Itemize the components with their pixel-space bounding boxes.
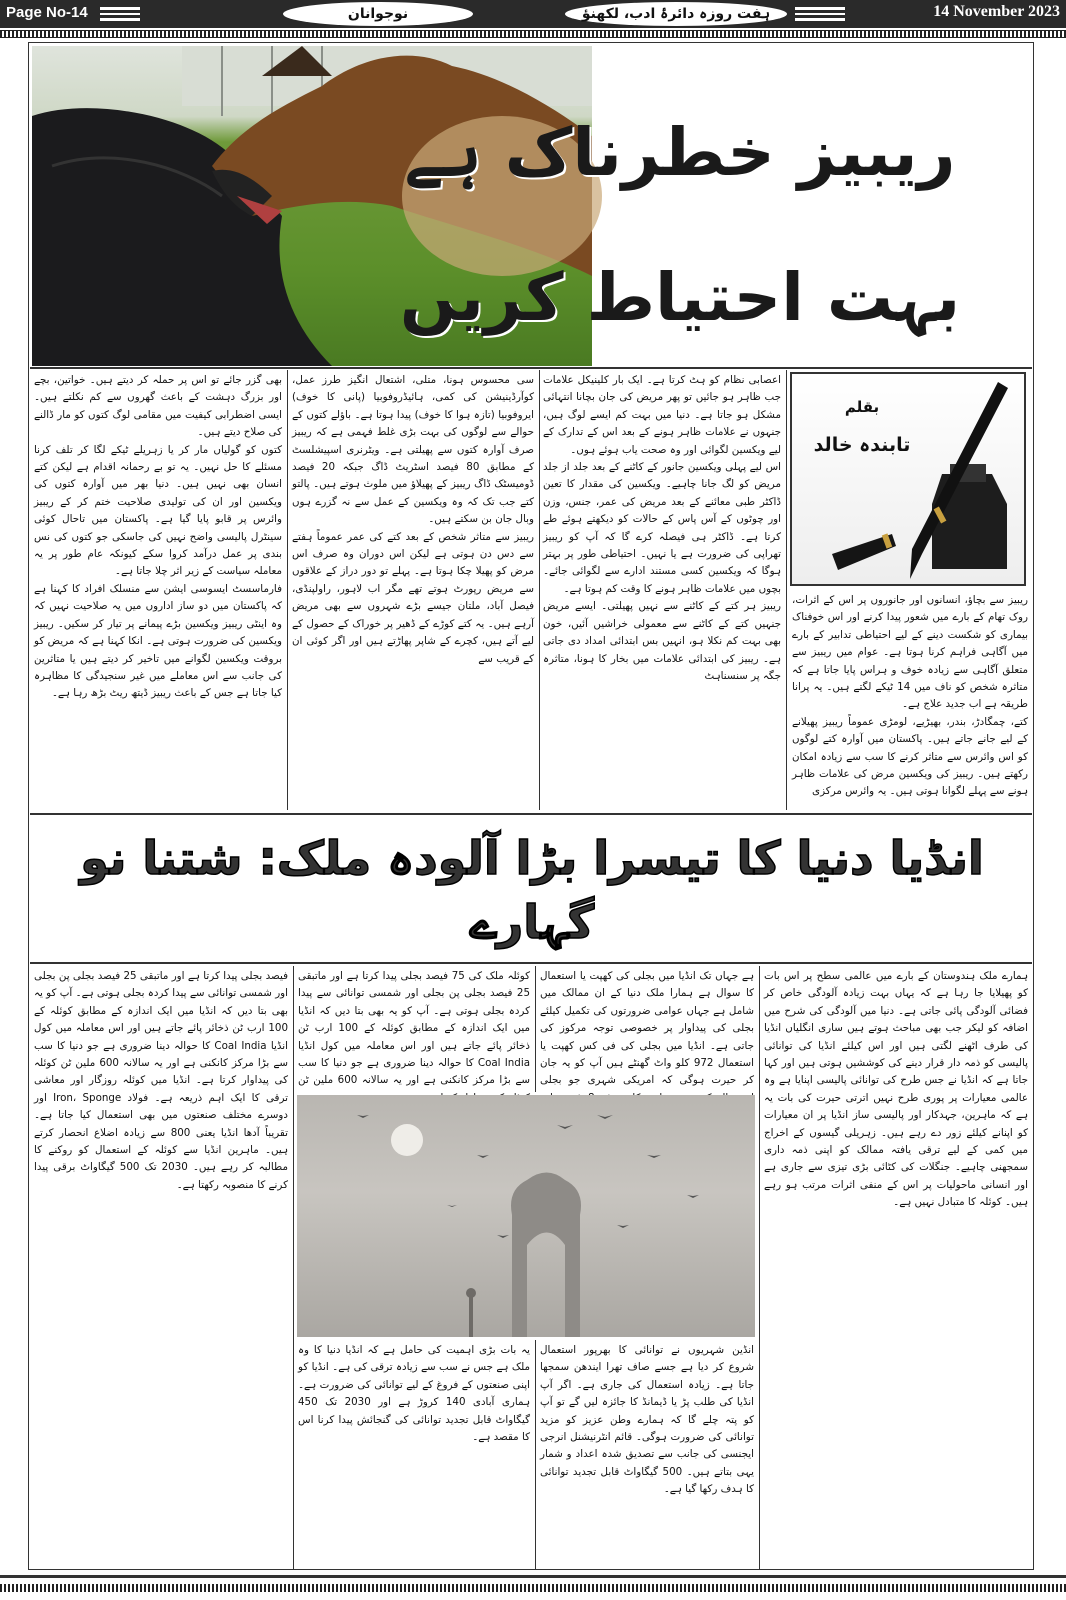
paragraph: اس لیے پہلی ویکسین جانور کے کاٹنے کے بعد جلد از جلد مریض کو لگ جانا چاہیے۔ ویکسین کی مقدار کا تعین ڈاکٹر طبی معائنے کے بعد مریض کی عمر، جنس، وزن اور چوٹوں کے آس پاس کے حالات کو دیکھتے ہوئے طے کرتا ہے۔ ڈاکٹر ہی فیصلہ کرے گا کہ آپ کو ریبیز تھراپی کی ضرورت ہے یا نہیں۔ احتیاطی طور پر بہتر ہوگا کہ ویکسین کسی مستند ادارے سے لگوائی جائے۔ بچوں میں علامات ظاہر ہونے کا وقت کم ہوتا ہے۔ bbox=[543, 461, 781, 595]
column-rule bbox=[293, 966, 294, 1570]
paragraph: فیصد بجلی پیدا کرتا ہے اور ماتبقی 25 فیصد بجلی پن بجلی اور شمسی توانائی سے پیدا کردہ بجلی ہوتی ہے۔ آپ کو یہ بھی بتا دیں کہ انڈیا میں ایک اندازہ کے مطابق کوئلہ کے 100 ارب ٹن ذخائر پائے جاتے ہیں اور اس معاملہ میں کول انڈیا Coal India کا حوالہ دینا ضروری ہے جو دنیا کا سب سے بڑا مرکز کانکنی ہے اور یہ سالانہ 600 ملین ٹن کوئلہ کی پیداوار کرتا ہے۔ انڈیا میں کوئلہ روزگار اور معاشی ترقی کا ایک اہم ذریعہ ہے۔ فولاد Iron، Sponge اور دوسرے مختلف صنعتوں میں بھی استعمال کیا جاتا ہے۔ تقریباً آدھا انڈیا یعنی 800 سے زیادہ اضلاع انحصار کرتے ہیں۔ ماہرین انڈیا سے کوئلہ کے استعمال کو روکنے کا مطالبہ کر رہے ہیں۔ 2030 تک 500 گیگاواٹ برقی پیدا کرنے کا منصوبہ رکھتا ہے۔ bbox=[34, 970, 288, 1191]
byline-prefix: بقلم bbox=[844, 398, 880, 416]
paragraph: ریبیز ہر کتے کے کاٹنے سے نہیں پھیلتی۔ ایسے مریض جنہیں کتے کے کاٹنے سے معمولی خراشیں آئیں، خون بھی بہت کم نکلا ہو، انہیں بس ابتدائی امداد دی جاتی ہے۔ ریبیز کی ابتدائی علامات میں بخار کا ہونا، متاثرہ جگہ پر سنسناہٹ bbox=[543, 600, 781, 682]
paragraph: سی محسوس ہونا، متلی، اشتعال انگیز طرز عمل، کوآرڈینیشن کی کمی، ہائیڈروفوبیا (پانی کا خوف) ایروفوبیا (تازہ ہوا کا خوف) پیدا ہوتا ہے۔ باؤلے کتوں کے حوالے سے لوگوں کی بہت بڑی غلط فہمی ہے کہ ریبیز صرف آوارہ کتوں سے پھیلتی ہے۔ ویٹرنری اسپیشلسٹ کے مطابق 80 فیصد اسٹریٹ ڈاگ جبکہ 20 فیصد ڈومیسٹک ڈاگ ریبیز کے پھیلاؤ میں ملوث ہوتے ہیں۔ پالتو کتے جب تک کہ وہ ویکسین کے عمل سے نہ گزرے ہوں وبال جان بن سکتے ہیں۔ bbox=[292, 374, 534, 526]
author-pen-image bbox=[790, 372, 1026, 586]
paragraph: ہے جہاں تک انڈیا میں بجلی کی کھپت یا استعمال کا سوال ہے ہمارا ملک دنیا کے ان ممالک میں شامل ہے جہاں عوامی ضرورتوں کی تکمیل کیلئے بجلی کی پیداوار پر خصوصی توجہ مرکوز کی جاتی ہے۔ انڈیا میں بجلی کی فی کس کھپت یا استعمال 972 کلو واٹ گھنٹے ہیں آپ کو یہ جان کر حیرت ہوگی کہ امریکی شہری جو بجلی bbox=[540, 970, 754, 1087]
bottom-border bbox=[0, 1575, 1066, 1600]
paragraph: اعصابی نظام کو ہٹ کرتا ہے۔ ایک بار کلینیکل علامات جب ظاہر ہو جائیں تو پھر مریض کی جان بچانا انتہائی مشکل ہو جاتا ہے۔ دنیا میں بہت کم ایسے لوگ ہیں، جنہوں نے علامات ظاہر ہونے کے بعد اس کے تدارک کے لیے ویکسین لگوائی اور وہ صحت یاب ہوئے ہوں۔ bbox=[543, 374, 781, 456]
issue-date: 14 November 2023 bbox=[933, 3, 1060, 20]
paragraph: بھی گزر جائے تو اس پر حملہ کر دیتے ہیں۔ خواتین، بچے اور بزرگ دہشت کے باعث گھروں سے کم نکلتے ہیں۔ ایسی اضطرابی کیفیت میں مقامی لوگ کتوں کو مار ڈالنے کی صلاح دیتے ہیں۔ bbox=[34, 374, 282, 439]
headline-line-1: ریبیز خطرناک ہے bbox=[404, 114, 956, 191]
section-title: نوجوانان bbox=[283, 2, 473, 26]
paragraph: یہ بات بڑی اہمیت کی حامل ہے کہ انڈیا دنیا کا وہ ملک ہے جس نے سب سے زیادہ ترقی کی ہے۔ انڈیا کو اپنی صنعتوں کے فروغ کے لیے توانائی کی ضرورت ہے۔ ہماری آبادی 140 کروڑ ہے اور 2030 تک 450 گیگاواٹ قابل تجدید توانائی کی گنجائش پیدا کرنا اس کا مقصد ہے۔ bbox=[298, 1344, 530, 1444]
article2-column-4 bbox=[34, 968, 288, 1568]
headline-line-2: بہت احتیاط کریں bbox=[399, 259, 961, 336]
article2-column-3-bottom bbox=[298, 1342, 530, 1568]
article2-column-1 bbox=[764, 968, 1028, 1568]
divider bbox=[30, 813, 1032, 815]
article2-headline: انڈیا دنیا کا تیسرا بڑا آلودہ ملک: شتنا نو گہارے bbox=[80, 831, 984, 949]
paragraph: انڈین شہریوں نے توانائی کا بھرپور استعمال شروع کر دیا ہے جسے صاف تھرا ایندھن سمجھا جاتا ہے۔ زیادہ استعمال کی جاری ہے۔ اگر آپ انڈیا کی طلب پڑ یا ڈیمانڈ کا جائزہ لیں گے تو آپ کو پتہ چلے گا کہ ہمارے وطن عزیز کو مزید توانائی کی ضرورت ہوگی۔ قائم انٹرنیشنل انرجی ایجنسی کی جانب سے تصدیق شدہ اعداد و شمار یہی بتاتے ہیں۔ 500 گیگاواٹ قابل تجدید توانائی کا ہدف رکھا گیا ہے۔ bbox=[540, 1344, 754, 1496]
column-rule bbox=[535, 966, 536, 1092]
decorative-lines bbox=[795, 7, 845, 21]
smog-india-gate-photo bbox=[297, 1095, 755, 1337]
article1-column-2 bbox=[543, 372, 781, 810]
article2-column-2-bottom bbox=[540, 1342, 754, 1568]
paragraph: کتوں کو گولیاں مار کر یا زہریلے ٹیکے لگا کر تلف کرنا مسئلے کا حل نہیں۔ یہ تو بے رحمانہ اقدام ہے لیکن کتے انسان بھی نہیں ہیں۔ دنیا بھر میں آوارہ کتوں کی ویکسین اور ان کی تولیدی صلاحیت ختم کر کے ریبیز وائرس پر قابو پایا گیا ہے۔ پاکستان میں تاحال کوئی سینٹرل پالیسی واضح نہیں کی جاسکی جو کتوں کی نس بندی پر عمل درآمد کروا سکے کیونکہ عام طور پر یہ معاملہ سیاست کے زیر اثر چلا جاتا ہے۔ bbox=[34, 443, 282, 578]
article2-column-2-top bbox=[540, 968, 754, 1090]
publication-name: ہفت روزہ دائرۂ ادب، لکھنؤ bbox=[565, 2, 787, 26]
article1-column-4 bbox=[34, 372, 282, 810]
article2-column-3-top bbox=[298, 968, 530, 1090]
column-rule bbox=[539, 370, 540, 810]
paragraph: فارماسسٹ ایسوسی ایشن سے منسلک افراد کا کہنا ہے کہ پاکستان میں دو ساز اداروں میں یہ صلاحیت نہیں کہ وہ اینٹی ریبیز ویکسین بڑے پیمانے پر تیار کر سکیں۔ ریبیز ویکسین کی ضرورت ہوتی ہے۔ انکا کہنا ہے کہ مریض کو بروقت ویکسین لگوانے میں تاخیر کر دیتے ہیں یا متاثرین کی جانب سے اس معاملے میں غیر سنجیدگی کا مظاہرہ کیا جاتا ہے جس کے باعث ریبیز ڈیتھ ریٹ بڑھ رہا ہے۔ bbox=[34, 582, 282, 700]
paragraph: ریبیز سے متاثر شخص کے بعد کتے کی عمر عموماً ہفتے سے دس دن ہوتی ہے لیکن اس دوران وہ صرف اس مرض کو پھیلا چکا ہوتا ہے۔ پہلے تو دور دراز کے علاقوں سے مریض رپورٹ ہوتے تھے مگر اب لاہور، راولپنڈی، فیصل آباد، ملتان جیسے بڑے شہروں سے بھی مریض آرہے ہیں۔ یہ کتے کوڑے کے ڈھیر پر خوراک کے حصول کے لیے آتے ہیں، کچرے کے شاپر پھاڑتے ہیں اور اگر کوئی ان کے قریب سے bbox=[292, 530, 534, 665]
article1-column-1 bbox=[792, 592, 1028, 810]
divider bbox=[30, 367, 1032, 369]
paragraph: کوئلہ ملک کی 75 فیصد بجلی پیدا کرتا ہے اور ماتبقی 25 فیصد بجلی پن بجلی اور شمسی توانائی سے پیدا کردہ بجلی ہوتی ہے۔ آپ کو یہ بھی بتا دیں کہ انڈیا میں ایک اندازہ کے مطابق کوئلہ کے 100 ارب ٹن ذخائر پائے جاتے ہیں اور اس معاملہ میں کول انڈیا Coal India کا حوالہ دینا ضروری ہے جو دنیا کا سب سے بڑا مرکز کانکنی ہے اور یہ سالانہ 600 ملین ٹن bbox=[298, 970, 530, 1087]
column-rule bbox=[287, 370, 288, 810]
article1-column-3 bbox=[292, 372, 534, 810]
author-name: تابندہ خالد bbox=[813, 434, 911, 456]
decorative-lines bbox=[100, 7, 140, 21]
page-number: Page No-14 bbox=[6, 4, 88, 21]
column-rule bbox=[535, 1340, 536, 1570]
divider bbox=[30, 962, 1032, 964]
dotted-divider bbox=[0, 30, 1066, 38]
masthead-bar bbox=[0, 0, 1066, 28]
column-rule bbox=[786, 370, 787, 810]
paragraph: ریبیز سے بچاؤ، انسانوں اور جانوروں پر اس کے اثرات، روک تھام کے بارے میں شعور پیدا کرنے اور اس خوفناک بیماری کو شکست دینے کے لیے احتیاطی تدابیر کے بارے میں آگاہی فراہم کرنا ہوتا ہے۔ عوام میں ریبیز سے متعلق آگاہی سے زیادہ خوف و ہراس پایا جاتا ہے کہ متاثرہ شخص کو ناف میں 14 ٹیکے لگتے ہیں۔ یہ پرانا طریقہ ہے اب جدید علاج ہے۔ bbox=[792, 594, 1028, 711]
paragraph: ہمارے ملک ہندوستان کے بارے میں عالمی سطح پر اس بات کو پھیلایا جا رہا ہے کہ یہاں بہت زیادہ آلودگی خاص کر فضائی آلودگی پائی جاتی ہے۔ دنیا میں آلودگی کی شرح میں اضافہ کو لیکر جب بھی مباحث ہوتے ہیں ساری انگلیاں انڈیا کی طرف اٹھنے لگتی ہیں اور اس کیلئے انڈیا کی توانائی پالیسی کو ذمہ دار قرار دینے کی کوششیں ہوتی ہیں اور کہا جاتا ہے کہ انڈیا نے جس طرح کی توانائی پالیسی اپنایا ہے وہ عالمی معیارات پر پوری طرح نہیں اترتی حیرت کی بات یہ ہے کہ ماہرین، جہدکار اور پالیسی ساز انڈیا پر ان معیارات کو اپنانے کیلئے زور دے رہے ہیں۔ زہریلی گیسوں کے اخراج میں کمی کے لیے ترقی یافتہ ممالک کو اپنی ذمہ داری سمجھنی چاہیے۔ جنگلات کی کٹائی بڑی تیزی سے جاری ہے اور انسانی ماحولیات پر اس کے منفی اثرات مرتب ہو رہے ہیں۔ کوئلہ کا متبادل نہیں ہے۔ bbox=[764, 970, 1028, 1209]
column-rule bbox=[759, 966, 760, 1570]
paragraph: کتے، چمگادڑ، بندر، بھیڑیے، لومڑی عموماً ریبیز پھیلانے کے لیے جانے جاتے ہیں۔ پاکستان میں آوارہ کتے لوگوں کو اس وائرس سے متاثر کرنے کا سب سے زیادہ امکان رکھتے ہیں۔ ریبیز کی ویکسین مرض کی علامات ظاہر ہونے سے پہلے لگوانا ہوتی ہیں۔ یہ وائرس مرکزی bbox=[792, 715, 1028, 798]
